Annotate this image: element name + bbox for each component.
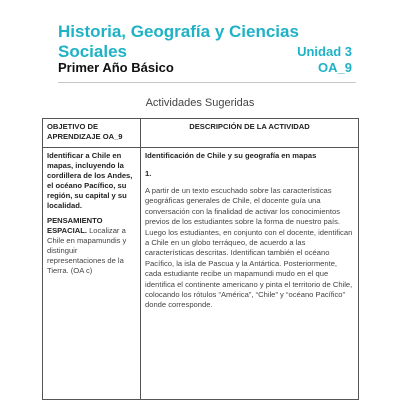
- activity-title: Identificación de Chile y su geografía en mapas: [145, 151, 317, 160]
- objective-main-text: Identificar a Chile en mapas, incluyendo la cordillera de los Andes, el océano Pacífico, su región, su capital y su localidad.: [47, 151, 133, 210]
- unit-label: Unidad 3: [297, 44, 352, 59]
- table-row: [43, 148, 359, 400]
- activities-table: [42, 118, 359, 400]
- section-heading: Actividades Sugeridas: [145, 97, 255, 109]
- description-column-header: DESCRIPCIÓN DE LA ACTIVIDAD: [141, 119, 359, 148]
- activity-description: A partir de un texto escuchado sobre las características geográficas generales de Chile, el docente guía una conversación con la finalidad de activar los conocimientos previos de los estudiantes sobre la forma de nuestro país. Luego los estudiantes, en conjunto con el docente, identifican a Chile en un globo terráqueo, de acuerdo a las características descritas. Identifican también el océano Pacífico, la isla de Pascua y la Antártica. Posteriormente, cada estudiante recibe un mapamundi mudo en el que identifica el continente americano y pinta el territorio de Chile, colocando los rótulos “América”, “Chile” y “océano Pacífico” donde corresponde.: [145, 186, 353, 310]
- objective-column-header: OBJETIVO DE APRENDIZAJE OA_9: [43, 119, 141, 148]
- header-divider: [58, 82, 356, 83]
- table-header-row: [43, 119, 359, 148]
- skill-label: PENSAMIENTO ESPACIAL.: [47, 216, 103, 235]
- objective-cell: [43, 148, 141, 400]
- grade-label: Primer Año Básico: [58, 60, 174, 75]
- activity-cell: [141, 148, 359, 400]
- skill-detail: Localizar a Chile en mapamundis y distinguir representaciones de la Tierra. (OA c): [47, 226, 127, 275]
- subject-title: Historia, Geografía y Ciencias Sociales: [58, 22, 299, 61]
- objective-skill: [47, 216, 136, 276]
- oa-label: OA_9: [318, 60, 352, 75]
- activity-number: 1.: [145, 169, 152, 178]
